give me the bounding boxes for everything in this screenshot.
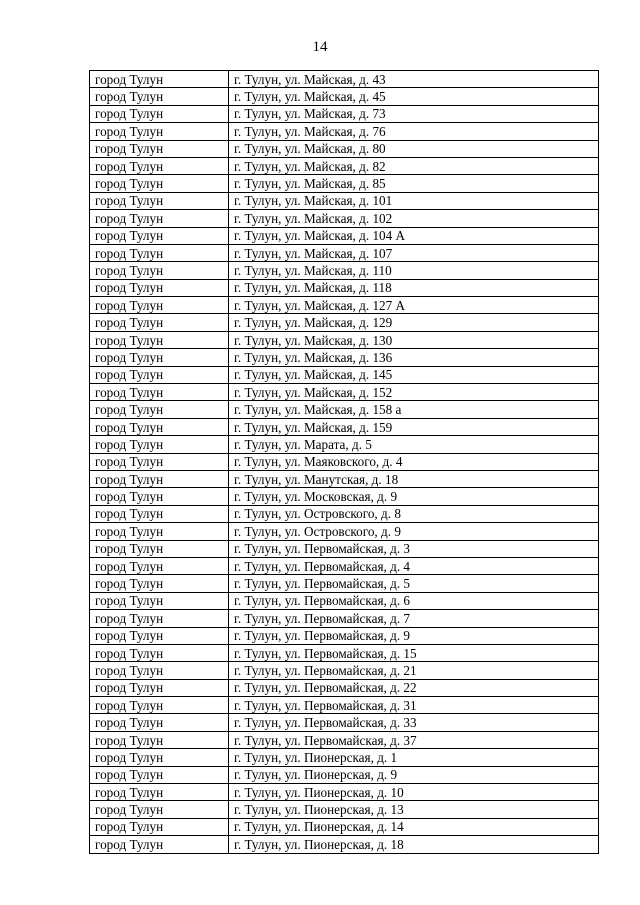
table-row	[90, 123, 599, 140]
locality-cell: город Тулун	[90, 314, 229, 331]
locality-cell: город Тулун	[90, 105, 229, 122]
table-row	[90, 192, 599, 209]
locality-cell: город Тулун	[90, 349, 229, 366]
table-row	[90, 714, 599, 731]
locality-cell: город Тулун	[90, 418, 229, 435]
table-row	[90, 140, 599, 157]
address-cell: г. Тулун, ул. Майская, д. 101	[229, 192, 599, 209]
address-table-body	[90, 71, 599, 854]
locality-cell: город Тулун	[90, 679, 229, 696]
table-row	[90, 262, 599, 279]
locality-cell: город Тулун	[90, 71, 229, 88]
table-row	[90, 610, 599, 627]
locality-cell: город Тулун	[90, 714, 229, 731]
locality-cell: город Тулун	[90, 592, 229, 609]
table-row	[90, 505, 599, 522]
address-cell: г. Тулун, ул. Первомайская, д. 37	[229, 731, 599, 748]
address-cell: г. Тулун, ул. Майская, д. 110	[229, 262, 599, 279]
address-cell: г. Тулун, ул. Майская, д. 159	[229, 418, 599, 435]
address-cell: г. Тулун, ул. Первомайская, д. 9	[229, 627, 599, 644]
locality-cell: город Тулун	[90, 488, 229, 505]
table-row	[90, 557, 599, 574]
table-row	[90, 836, 599, 853]
locality-cell: город Тулун	[90, 784, 229, 801]
table-row	[90, 766, 599, 783]
locality-cell: город Тулун	[90, 366, 229, 383]
address-cell: г. Тулун, ул. Первомайская, д. 15	[229, 644, 599, 661]
address-cell: г. Тулун, ул. Первомайская, д. 22	[229, 679, 599, 696]
locality-cell: город Тулун	[90, 470, 229, 487]
table-row	[90, 331, 599, 348]
address-table	[89, 70, 599, 854]
address-cell: г. Тулун, ул. Майская, д. 104 А	[229, 227, 599, 244]
locality-cell: город Тулун	[90, 123, 229, 140]
address-cell: г. Тулун, ул. Первомайская, д. 4	[229, 557, 599, 574]
table-row	[90, 418, 599, 435]
locality-cell: город Тулун	[90, 227, 229, 244]
address-cell: г. Тулун, ул. Майская, д. 145	[229, 366, 599, 383]
address-cell: г. Тулун, ул. Пионерская, д. 10	[229, 784, 599, 801]
locality-cell: город Тулун	[90, 523, 229, 540]
table-row	[90, 453, 599, 470]
locality-cell: город Тулун	[90, 88, 229, 105]
table-row	[90, 366, 599, 383]
locality-cell: город Тулун	[90, 836, 229, 853]
address-cell: г. Тулун, ул. Майская, д. 45	[229, 88, 599, 105]
table-row	[90, 662, 599, 679]
table-row	[90, 349, 599, 366]
address-cell: г. Тулун, ул. Островского, д. 8	[229, 505, 599, 522]
locality-cell: город Тулун	[90, 401, 229, 418]
locality-cell: город Тулун	[90, 627, 229, 644]
address-cell: г. Тулун, ул. Пионерская, д. 18	[229, 836, 599, 853]
address-cell: г. Тулун, ул. Майская, д. 43	[229, 71, 599, 88]
locality-cell: город Тулун	[90, 279, 229, 296]
table-row	[90, 297, 599, 314]
address-cell: г. Тулун, ул. Первомайская, д. 33	[229, 714, 599, 731]
locality-cell: город Тулун	[90, 749, 229, 766]
address-cell: г. Тулун, ул. Майская, д. 130	[229, 331, 599, 348]
address-cell: г. Тулун, ул. Манутская, д. 18	[229, 470, 599, 487]
address-cell: г. Тулун, ул. Майская, д. 76	[229, 123, 599, 140]
table-row	[90, 627, 599, 644]
table-row	[90, 644, 599, 661]
address-cell: г. Тулун, ул. Марата, д. 5	[229, 436, 599, 453]
address-cell: г. Тулун, ул. Первомайская, д. 21	[229, 662, 599, 679]
table-row	[90, 210, 599, 227]
table-row	[90, 244, 599, 261]
locality-cell: город Тулун	[90, 662, 229, 679]
address-cell: г. Тулун, ул. Первомайская, д. 3	[229, 540, 599, 557]
locality-cell: город Тулун	[90, 610, 229, 627]
table-row	[90, 784, 599, 801]
address-cell: г. Тулун, ул. Майская, д. 118	[229, 279, 599, 296]
address-cell: г. Тулун, ул. Первомайская, д. 5	[229, 575, 599, 592]
locality-cell: город Тулун	[90, 140, 229, 157]
table-row	[90, 575, 599, 592]
address-cell: г. Тулун, ул. Майская, д. 80	[229, 140, 599, 157]
table-row	[90, 592, 599, 609]
address-cell: г. Тулун, ул. Островского, д. 9	[229, 523, 599, 540]
address-cell: г. Тулун, ул. Первомайская, д. 6	[229, 592, 599, 609]
address-cell: г. Тулун, ул. Майская, д. 129	[229, 314, 599, 331]
table-row	[90, 279, 599, 296]
address-cell: г. Тулун, ул. Московская, д. 9	[229, 488, 599, 505]
address-cell: г. Тулун, ул. Первомайская, д. 31	[229, 697, 599, 714]
address-cell: г. Тулун, ул. Майская, д. 136	[229, 349, 599, 366]
locality-cell: город Тулун	[90, 384, 229, 401]
table-row	[90, 697, 599, 714]
table-row	[90, 749, 599, 766]
locality-cell: город Тулун	[90, 505, 229, 522]
locality-cell: город Тулун	[90, 644, 229, 661]
table-row	[90, 175, 599, 192]
table-row	[90, 801, 599, 818]
locality-cell: город Тулун	[90, 331, 229, 348]
table-row	[90, 436, 599, 453]
locality-cell: город Тулун	[90, 453, 229, 470]
locality-cell: город Тулун	[90, 192, 229, 209]
table-row	[90, 384, 599, 401]
address-cell: г. Тулун, ул. Майская, д. 82	[229, 157, 599, 174]
table-row	[90, 488, 599, 505]
table-row	[90, 731, 599, 748]
table-row	[90, 470, 599, 487]
table-row	[90, 679, 599, 696]
table-row	[90, 314, 599, 331]
table-row	[90, 88, 599, 105]
address-cell: г. Тулун, ул. Пионерская, д. 9	[229, 766, 599, 783]
address-cell: г. Тулун, ул. Первомайская, д. 7	[229, 610, 599, 627]
locality-cell: город Тулун	[90, 157, 229, 174]
locality-cell: город Тулун	[90, 801, 229, 818]
table-row	[90, 71, 599, 88]
locality-cell: город Тулун	[90, 731, 229, 748]
table-row	[90, 523, 599, 540]
address-cell: г. Тулун, ул. Майская, д. 107	[229, 244, 599, 261]
locality-cell: город Тулун	[90, 557, 229, 574]
address-cell: г. Тулун, ул. Пионерская, д. 14	[229, 818, 599, 835]
locality-cell: город Тулун	[90, 436, 229, 453]
locality-cell: город Тулун	[90, 818, 229, 835]
table-row	[90, 157, 599, 174]
locality-cell: город Тулун	[90, 262, 229, 279]
address-cell: г. Тулун, ул. Маяковского, д. 4	[229, 453, 599, 470]
table-row	[90, 227, 599, 244]
table-row	[90, 818, 599, 835]
locality-cell: город Тулун	[90, 766, 229, 783]
locality-cell: город Тулун	[90, 175, 229, 192]
address-cell: г. Тулун, ул. Майская, д. 102	[229, 210, 599, 227]
locality-cell: город Тулун	[90, 697, 229, 714]
table-row	[90, 540, 599, 557]
locality-cell: город Тулун	[90, 244, 229, 261]
locality-cell: город Тулун	[90, 210, 229, 227]
address-cell: г. Тулун, ул. Пионерская, д. 1	[229, 749, 599, 766]
address-cell: г. Тулун, ул. Майская, д. 152	[229, 384, 599, 401]
address-cell: г. Тулун, ул. Майская, д. 127 А	[229, 297, 599, 314]
address-cell: г. Тулун, ул. Майская, д. 73	[229, 105, 599, 122]
table-row	[90, 105, 599, 122]
locality-cell: город Тулун	[90, 540, 229, 557]
page-number: 14	[312, 39, 328, 55]
locality-cell: город Тулун	[90, 297, 229, 314]
address-cell: г. Тулун, ул. Майская, д. 85	[229, 175, 599, 192]
locality-cell: город Тулун	[90, 575, 229, 592]
address-cell: г. Тулун, ул. Майская, д. 158 а	[229, 401, 599, 418]
table-row	[90, 401, 599, 418]
address-cell: г. Тулун, ул. Пионерская, д. 13	[229, 801, 599, 818]
